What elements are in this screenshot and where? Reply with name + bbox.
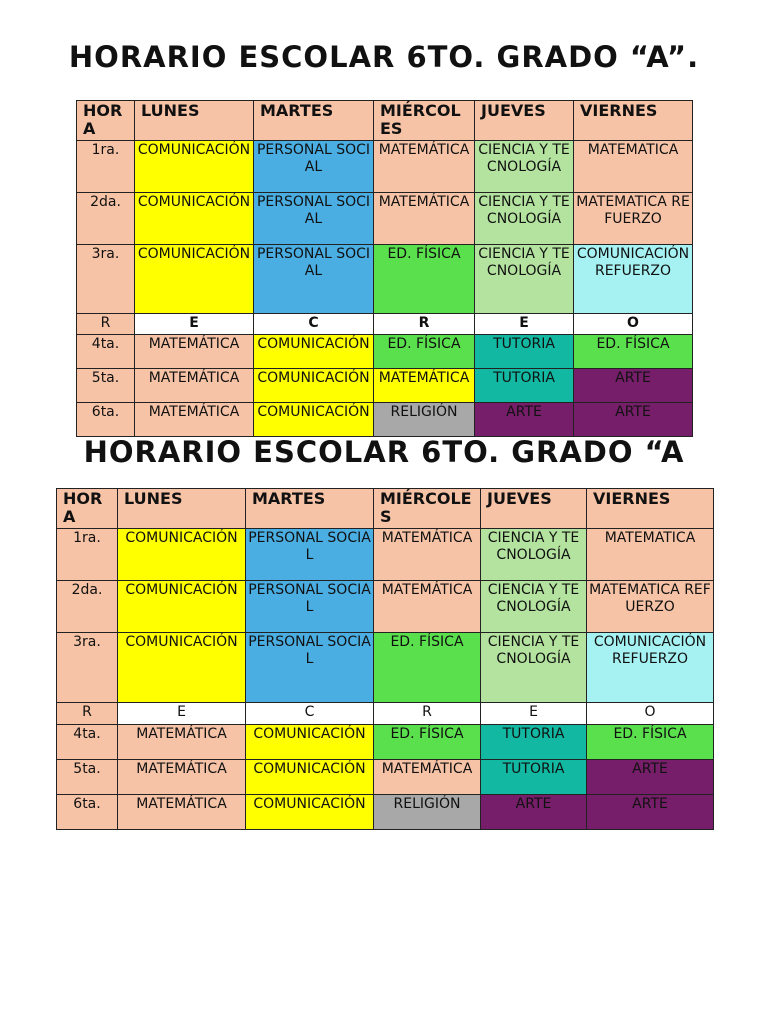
table-row [77,335,693,369]
class-cell: PERSONAL SOCIAL [254,245,374,314]
recess-row [77,314,693,335]
table-row [77,369,693,403]
header-martes: MARTES [246,489,374,529]
class-cell: ED. FÍSICA [587,725,714,760]
header-lunes: LUNES [118,489,246,529]
recess-letter: O [574,314,693,335]
class-cell: ARTE [587,760,714,795]
period-label: 1ra. [57,529,118,581]
class-cell: MATEMÁTICA [374,529,481,581]
class-cell: PERSONAL SOCIAL [246,633,374,703]
class-cell: COMUNICACIÓN [246,725,374,760]
schedule-title-2: HORARIO ESCOLAR 6TO. GRADO “A [83,435,685,469]
class-cell: COMUNICACIÓN REFUERZO [587,633,714,703]
class-cell: COMUNICACIÓN REFUERZO [574,245,693,314]
class-cell: COMUNICACIÓN [135,245,254,314]
class-cell: ARTE [574,403,693,437]
period-label: 1ra. [77,141,135,193]
class-cell: PERSONAL SOCIAL [246,529,374,581]
period-label: 3ra. [57,633,118,703]
class-cell: ARTE [481,795,587,830]
class-cell: MATEMATICA REFUERZO [574,193,693,245]
class-cell: TUTORIA [475,335,574,369]
class-cell: RELIGIÓN [374,795,481,830]
class-cell: CIENCIA Y TECNOLOGÍA [481,633,587,703]
class-cell: MATEMÁTICA [135,369,254,403]
class-cell: TUTORIA [481,725,587,760]
class-cell: CIENCIA Y TECNOLOGÍA [475,245,574,314]
period-label: 4ta. [57,725,118,760]
period-label: 2da. [57,581,118,633]
period-label: 5ta. [57,760,118,795]
class-cell: COMUNICACIÓN [254,335,374,369]
class-cell: MATEMÁTICA [118,760,246,795]
class-cell: COMUNICACIÓN [118,633,246,703]
period-label: 5ta. [77,369,135,403]
header-row [57,489,714,529]
class-cell: MATEMATICA [574,141,693,193]
header-lunes: LUNES [135,101,254,141]
class-cell: CIENCIA Y TECNOLOGÍA [475,193,574,245]
recess-letter: R [374,314,475,335]
recess-letter: C [254,314,374,335]
table-row [77,141,693,193]
class-cell: COMUNICACIÓN [254,369,374,403]
class-cell: CIENCIA Y TECNOLOGÍA [481,529,587,581]
period-label: 6ta. [77,403,135,437]
header-row [77,101,693,141]
class-cell: ARTE [475,403,574,437]
class-cell: CIENCIA Y TECNOLOGÍA [481,581,587,633]
header-hora: HORA [77,101,135,141]
class-cell: MATEMÁTICA [374,369,475,403]
class-cell: ED. FÍSICA [374,335,475,369]
schedule-table-2 [56,488,714,830]
header-miercoles: MIÉRCOLES [374,101,475,141]
class-cell: CIENCIA Y TECNOLOGÍA [475,141,574,193]
class-cell: ED. FÍSICA [374,725,481,760]
recess-row [57,703,714,725]
period-label: 4ta. [77,335,135,369]
header-martes: MARTES [254,101,374,141]
table-row [77,403,693,437]
class-cell: PERSONAL SOCIAL [254,141,374,193]
table-row [57,795,714,830]
recess-letter: E [481,703,587,725]
header-viernes: VIERNES [574,101,693,141]
class-cell: COMUNICACIÓN [135,193,254,245]
class-cell: PERSONAL SOCIAL [246,581,374,633]
class-cell: COMUNICACIÓN [246,795,374,830]
recess-letter: R [374,703,481,725]
class-cell: ED. FÍSICA [374,245,475,314]
class-cell: COMUNICACIÓN [254,403,374,437]
header-jueves: JUEVES [475,101,574,141]
class-cell: MATEMÁTICA [135,335,254,369]
header-hora: HORA [57,489,118,529]
period-label: R [77,314,135,335]
class-cell: ARTE [574,369,693,403]
class-cell: COMUNICACIÓN [135,141,254,193]
class-cell: MATEMÁTICA [118,725,246,760]
class-cell: MATEMATICA [587,529,714,581]
class-cell: TUTORIA [475,369,574,403]
class-cell: ARTE [587,795,714,830]
class-cell: MATEMATICA REFUERZO [587,581,714,633]
table-row [57,760,714,795]
class-cell: MATEMÁTICA [135,403,254,437]
header-miercoles: MIÉRCOLES [374,489,481,529]
class-cell: MATEMÁTICA [374,193,475,245]
recess-letter: E [475,314,574,335]
schedule-table-1 [76,100,693,437]
table-row [77,193,693,245]
class-cell: COMUNICACIÓN [118,529,246,581]
table-row [57,581,714,633]
recess-letter: C [246,703,374,725]
table-row [57,633,714,703]
recess-letter: E [135,314,254,335]
table-row [57,725,714,760]
period-label: 6ta. [57,795,118,830]
class-cell: TUTORIA [481,760,587,795]
period-label: 2da. [77,193,135,245]
schedule-title-1: HORARIO ESCOLAR 6TO. GRADO “A”. [68,40,700,74]
class-cell: RELIGIÓN [374,403,475,437]
class-cell: COMUNICACIÓN [246,760,374,795]
class-cell: PERSONAL SOCIAL [254,193,374,245]
period-label: R [57,703,118,725]
class-cell: MATEMÁTICA [374,141,475,193]
recess-letter: E [118,703,246,725]
class-cell: MATEMÁTICA [374,760,481,795]
table-row [57,529,714,581]
table-row [77,245,693,314]
class-cell: ED. FÍSICA [374,633,481,703]
class-cell: COMUNICACIÓN [118,581,246,633]
period-label: 3ra. [77,245,135,314]
header-jueves: JUEVES [481,489,587,529]
recess-letter: O [587,703,714,725]
header-viernes: VIERNES [587,489,714,529]
class-cell: MATEMÁTICA [374,581,481,633]
class-cell: ED. FÍSICA [574,335,693,369]
class-cell: MATEMÁTICA [118,795,246,830]
